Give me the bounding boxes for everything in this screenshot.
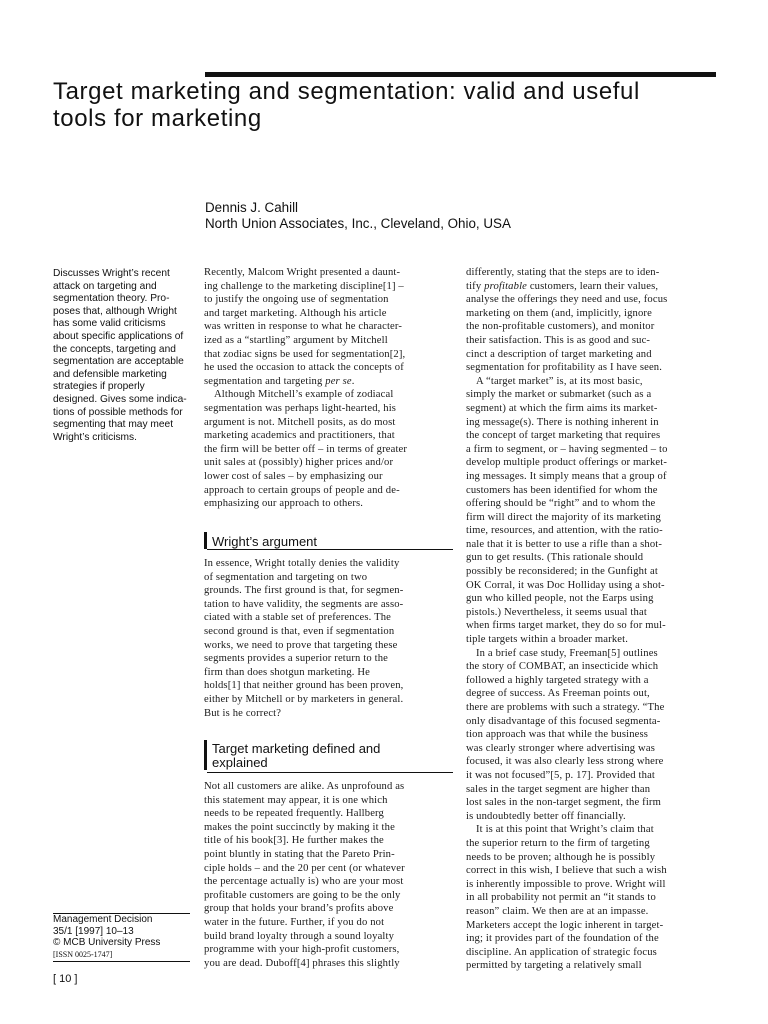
text-line: analyse the offerings they need and use, focus	[466, 294, 668, 306]
text-line: either by Mitchell or by marketers in general.	[204, 693, 404, 705]
text-line: time, resources, and attention, with the ratio-	[466, 525, 663, 537]
text-line: the superior return to the firm of targeting	[466, 837, 650, 849]
italic-text: profitable	[484, 280, 528, 292]
italic-text: per se	[325, 375, 352, 387]
text-line: In essence, Wright totally denies the validity	[204, 558, 400, 569]
journal-rule	[53, 961, 190, 962]
text-line: to justify the ongoing use of segmentation	[204, 294, 389, 306]
text-line: there are problems with such a strategy. “The	[466, 702, 665, 713]
title-line: tools for marketing	[53, 105, 262, 132]
text-line: marketing academics and practitioners, that	[204, 430, 395, 442]
text-line: cinct a description of target marketing and	[466, 348, 652, 360]
text-line: segmenting that may meet	[53, 419, 174, 431]
text-line: ing; it provides part of the foundation of the	[466, 933, 659, 945]
text-line: the firm will be better off – in terms of greater	[204, 443, 408, 455]
title-rule	[205, 72, 716, 77]
text-line: title of his book[3]. He further makes the	[204, 835, 384, 847]
heading-rule	[207, 772, 453, 773]
text-line: ciple holds – and the 20 per cent (or whatever	[204, 862, 405, 874]
text-line: Wright’s criticisms.	[53, 431, 137, 443]
text-line: point bluntly in stating that the Pareto Prin-	[204, 848, 395, 860]
text-line: the concept of target marketing that requires	[466, 430, 661, 442]
text-line: Discusses Wright’s recent	[53, 268, 170, 279]
text-line: discipline. An application of strategic focus	[466, 946, 657, 958]
text-line: the concepts, targeting and	[53, 343, 176, 355]
body-column-2	[466, 266, 718, 973]
text-line: emphasizing our approach to others.	[204, 498, 364, 510]
journal-issn: [ISSN 0025-1747]	[53, 949, 113, 959]
text-line: works, we need to prove that targeting these	[204, 639, 398, 651]
section-heading-wrights-argument: Wright’s argument	[204, 532, 317, 549]
text-line: of segmentation and targeting on two	[204, 571, 368, 583]
text-line: has some valid criticisms	[53, 318, 166, 330]
text-line: this statement may appear, it is one which	[204, 794, 388, 806]
text-line: segmentation are acceptable	[53, 356, 184, 368]
text-line: and defensible marketing	[53, 368, 167, 380]
text-line: only disadvantage of this focused segmenta-	[466, 715, 661, 727]
text-line: sales in the target segment are higher than	[466, 783, 651, 795]
author-name: Dennis J. Cahill	[205, 200, 299, 215]
text-line: lower cost of sales – by emphasizing our	[204, 470, 383, 482]
text-line: correct in this wish, I believe that such a wish	[466, 865, 667, 877]
text-line: followed a highly targeted strategy with a	[466, 674, 649, 686]
text-line: nale that it is better to use a rifle than a shot-	[466, 538, 663, 550]
text-line: grounds. The first ground is that, for segmen-	[204, 585, 404, 597]
text-line: permitted by targeting a relatively small	[466, 960, 642, 972]
body-column-1	[204, 266, 454, 511]
text-line: approach to certain groups of people and de-	[204, 484, 400, 496]
text-line: segment) at which the firm aims its market-	[466, 402, 658, 414]
page-number: [ 10 ]	[53, 973, 78, 985]
text-line: tiple targets within a broader market.	[466, 634, 629, 646]
text-line: segments provides a superior return to the	[204, 653, 388, 665]
text-line: the percentage actually is) who are your most	[204, 876, 404, 888]
text-line: ing messages. It simply means that a group of	[466, 470, 667, 482]
text-line: about specific applications of	[53, 330, 184, 342]
text-line: profitable customers are going to be the only	[204, 889, 401, 901]
text-line: segmentation for profitability as I have seen.	[466, 362, 663, 374]
journal-publisher: © MCB University Press	[53, 937, 161, 949]
text-line: lost sales in the non-target segment, the firm	[466, 797, 661, 809]
text-line: the non-profitable customers), and monitor	[466, 321, 655, 333]
text-line: attack on targeting and	[53, 280, 157, 292]
title-line: Target marketing and segmentation: valid and useful	[53, 78, 640, 105]
text-line: develop multiple product offerings or market-	[466, 457, 668, 469]
text-line: gun who killed people, not the Earps using	[466, 593, 654, 605]
text-line: water in the future. Further, if you do not	[204, 916, 385, 928]
journal-name: Management Decision	[53, 914, 153, 925]
text-line: group that holds your brand’s profits above	[204, 903, 394, 915]
text-line: build brand loyalty through a sound loyalty	[204, 930, 395, 942]
text-line: ing challenge to the marketing discipline[1] –	[204, 280, 404, 292]
author-affiliation: North Union Associates, Inc., Cleveland, Ohio, USA	[205, 216, 511, 231]
journal-volume: 35/1 [1997] 10–13	[53, 925, 134, 937]
text-line: tation to have validity, the segments are asso-	[204, 598, 404, 610]
text-line: It is at this point that Wright’s claim that	[476, 824, 654, 836]
text-line: focused, it was also clearly less strong where	[466, 756, 664, 768]
text-line: that zodiac signs be used for segmentation[2],	[204, 348, 406, 360]
text-line: reason” claim. We then are at an impasse.	[466, 905, 649, 917]
text-line: the story of COMBAT, an insecticide which	[466, 661, 659, 673]
article-title	[53, 78, 733, 132]
text-line: simply the market or submarket (such as a	[466, 389, 652, 401]
text-line: was written in response to what he character-	[204, 321, 403, 333]
text-line: firm than does shotgun marketing. He	[204, 666, 371, 678]
text-line: when firms target market, they do so for mul-	[466, 620, 666, 632]
text-line: segmentation and targeting per se.	[204, 375, 355, 387]
text-line: needs to be proven; although he is possibly	[466, 851, 656, 863]
text-line: marketing on them (and, implicitly, ignore	[466, 307, 652, 319]
text-line: firm will direct the majority of its marketing	[466, 511, 661, 523]
text-line: A “target market” is, at its most basic,	[476, 375, 643, 387]
journal-info	[53, 914, 190, 960]
text-line: their satisfaction. This is as good and suc-	[466, 334, 651, 346]
text-line: Although Mitchell’s example of zodiacal	[214, 389, 394, 401]
text-line: ciated with a stable set of preferences. The	[204, 612, 392, 624]
text-line: tions of possible methods for	[53, 406, 183, 418]
text-line: segmentation was perhaps light-hearted, his	[204, 402, 397, 414]
text-line: But is he correct?	[204, 707, 282, 719]
text-line: he used the occasion to attack the concepts of	[204, 362, 404, 374]
section-heading-target-marketing: Target marketing defined and explained	[204, 740, 380, 770]
text-line: ized as a “startling” argument by Mitchell	[204, 334, 388, 346]
text-line: it was not focused”[5, p. 17]. Provided that	[466, 769, 656, 781]
text-line: designed. Gives some indica-	[53, 393, 187, 405]
text-line: argument is not. Mitchell posits, as do most	[204, 416, 396, 428]
text-line: unit sales at (possibly) higher prices and/or	[204, 457, 394, 469]
text-line: degree of success. As Freeman points out,	[466, 688, 650, 700]
text-line: Recently, Malcom Wright presented a daunt-	[204, 267, 401, 278]
text-line: you are dead. Duboff[4] phrases this slightly	[204, 957, 400, 969]
text-line: and target marketing. Although his article	[204, 307, 387, 319]
text-line: strategies if properly	[53, 381, 145, 393]
body-column-1-section-3	[204, 780, 454, 970]
text-line: OK Corral, it was Doc Holliday using a shot-	[466, 579, 665, 591]
text-line: poses that, although Wright	[53, 305, 177, 317]
text-line: in all probability not permit an “it stands to	[466, 892, 656, 904]
author-block	[205, 200, 511, 232]
text-line: ing message(s). There is nothing inherent in	[466, 416, 659, 428]
text-line: possibly be reconsidered; in the Gunfight at	[466, 566, 658, 578]
text-line: pistols.) Nevertheless, it seems usual that	[466, 606, 647, 618]
text-line: In a brief case study, Freeman[5] outlines	[476, 647, 658, 659]
text-line: a firm to segment, or – having segmented – to	[466, 443, 668, 455]
body-column-1-section-2	[204, 557, 454, 720]
text-line: tion approach was that while the business	[466, 729, 649, 741]
text-line: Marketers accept the logic inherent in target-	[466, 919, 664, 931]
text-line: segmentation theory. Pro-	[53, 293, 170, 305]
text-line: makes the point succinctly by making it the	[204, 821, 395, 833]
text-line: Not all customers are alike. As unprofound as	[204, 781, 405, 792]
text-line: gun to get results. (This rationale should	[466, 552, 644, 564]
text-line: holds[1] that neither ground has been proven,	[204, 680, 404, 692]
text-line: second ground is that, even if segmentation	[204, 625, 395, 637]
heading-rule	[207, 549, 453, 550]
abstract	[53, 268, 203, 444]
text-line: is inherently impossible to prove. Wright will	[466, 878, 666, 890]
text-line: was clearly stronger where advertising was	[466, 742, 655, 754]
text-line: customers has been identified for whom the	[466, 484, 658, 496]
text-line: programme with your high-profit customers,	[204, 944, 400, 956]
text-line: offering should be “right” and to whom the	[466, 498, 656, 510]
text-line: is undoubtedly better off financially.	[466, 810, 626, 822]
text-line: differently, stating that the steps are to iden-	[466, 267, 660, 278]
text-line: needs to be repeated frequently. Hallberg	[204, 808, 384, 820]
text-line: tify profitable customers, learn their values,	[466, 280, 659, 292]
